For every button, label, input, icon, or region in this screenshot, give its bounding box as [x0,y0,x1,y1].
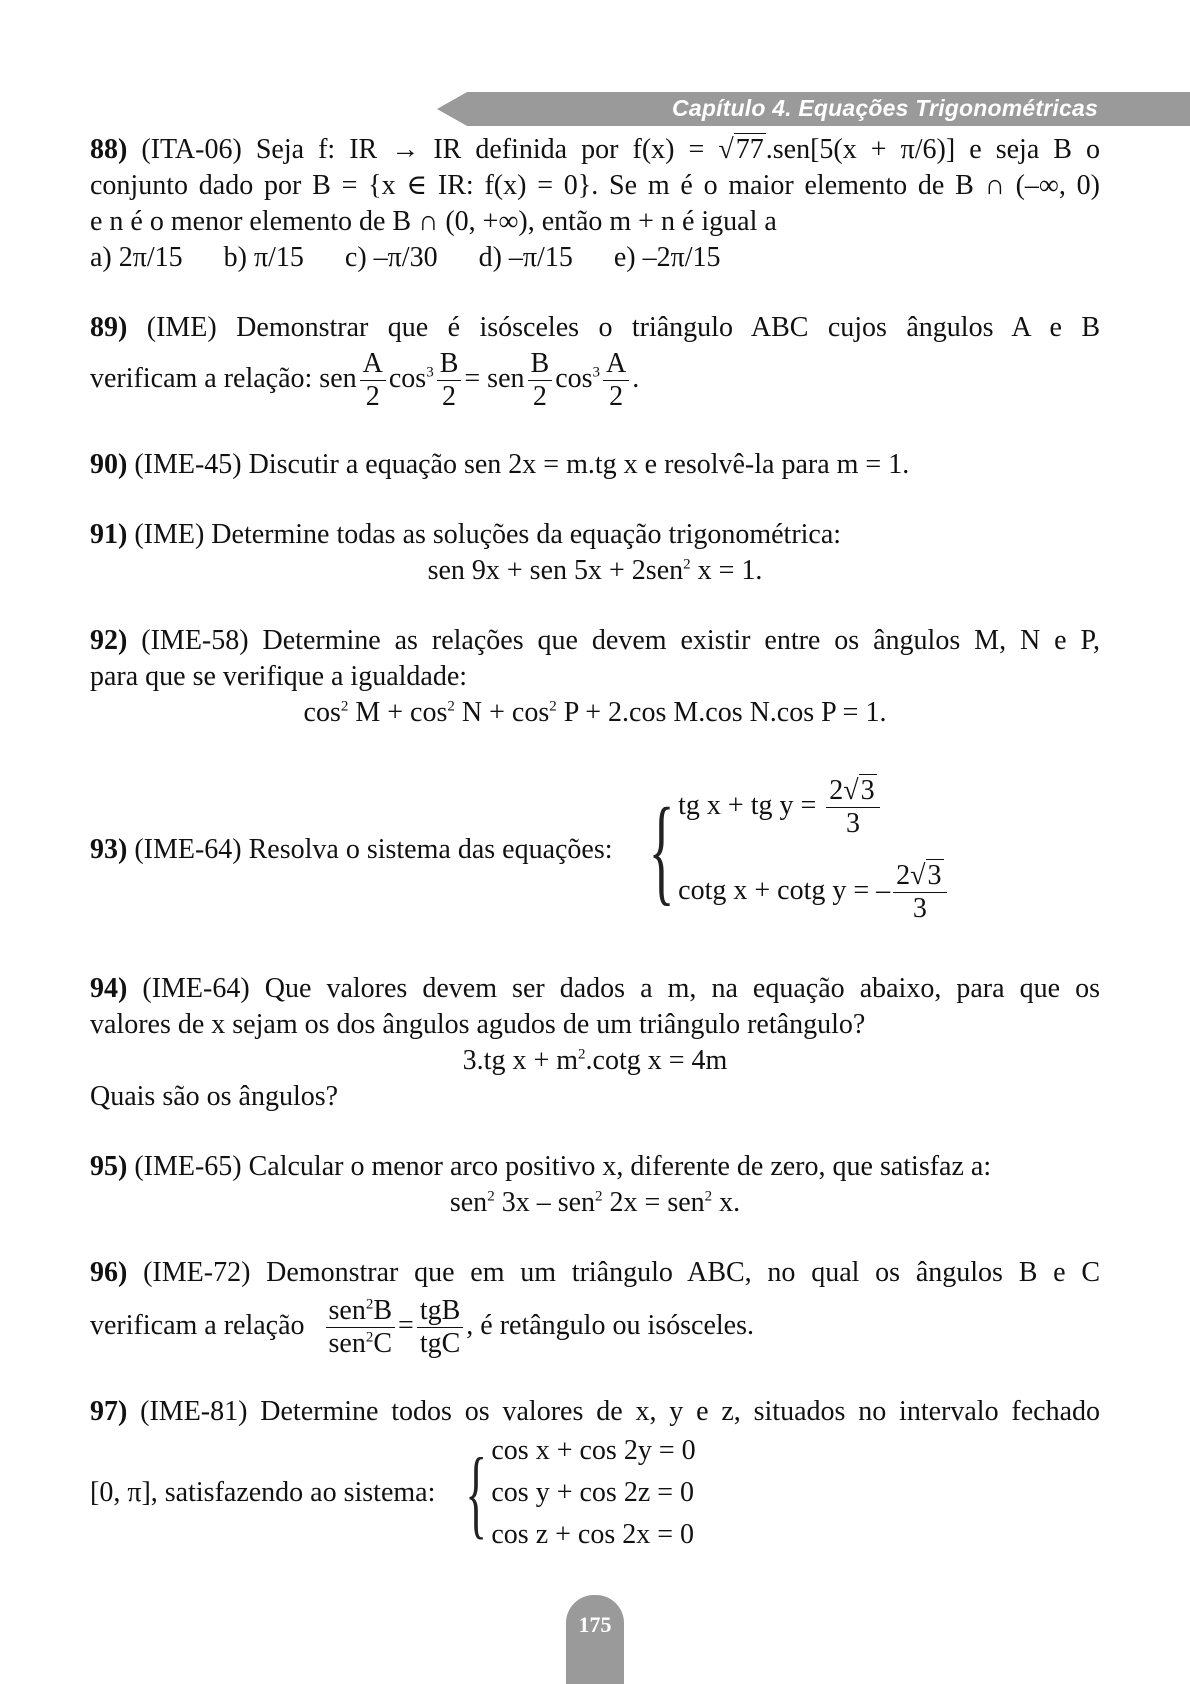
problem-90: 90) (IME-45) Discutir a equação sen 2x = m.tg x e resolvê-la para m = 1. [90,449,910,480]
option-e: e) –2π/15 [613,242,721,273]
equation-system-97: { cos x + cos 2y = 0 cos y + cos 2z = 0 cos z + cos 2x = 0 [439,1430,695,1556]
problem-number: 93) [90,834,128,865]
problem-96: 96) (IME-72) Demonstrar que em um triângulo ABC, no qual os ângulos B e C verificam a relação $\frac{sen^2B}{sen^2C}$ = $\frac{\text{tgB}}{\text{tgC}}$ , é retângulo ou isósceles. [90,1257,1100,1359]
left-brace: { [465,1437,488,1548]
problem-89: 89) (IME) Demonstrar que é isósceles o triângulo ABC cujos ângulos A e B verificam a relação: sen $\frac{A}{2}$ $\cos^3$ $\frac{B}{2}$ = sen $\frac{B}{2}$ $\cos^3$ $\frac{A}{2}$ . [90,312,1100,412]
equation-89: verificam a relação: sen $\frac{A}{2}$ $\cos^3$ $\frac{B}{2}$ = sen $\frac{B}{2}$ $\cos^3$ $\frac{A}{2}$ . [90,348,640,412]
page-number: 175 [578,1612,612,1637]
chapter-title: Capítulo 4. Equações Trigonométricas [672,95,1098,121]
problem-number: 90) [90,449,128,480]
problem-94: 94) (IME-64) Que valores devem ser dados a m, na equação abaixo, para que os valores de x sejam os dos ângulos agudos de um triângulo retângulo? 3.tg $x + m^2.\cot g$ x = 4m Quais são os ângulos? [90,973,1100,1112]
option-c: c) –π/30 [344,242,438,273]
option-b: b) π/15 [223,242,304,273]
equation-system-93: { tg x + tg y = $\frac{2√3}{3}$ cotg x + cotg y = – $\frac{2√3}{3}$ [617,765,950,935]
problem-91: 91) (IME) Determine todas as soluções da equação trigonométrica: sen 9x + sen 5x + 2sen$^2$ x = 1. [90,517,1100,589]
problem-95: 95) (IME-65) Calcular o menor arco positivo x, diferente de zero, que satisfaz a: sen$^2$ 3x – sen$^2$ 2x = sen$^2$ x. [90,1149,1100,1221]
problem-97: 97) (IME-81) Determine todos os valores de x, y e z, situados no intervalo fechado [0, π], satisfazendo ao sistema: { cos x + cos 2y = 0 cos y + cos 2z = 0 cos z + cos 2x = 0 [90,1394,1100,1556]
equation-91: sen 9x + sen 5x + 2sen$^2$ x = 1. [427,555,763,586]
answer-options [90,240,1100,276]
page-number-tab [566,1595,624,1684]
problem-list [90,132,1100,1590]
option-a: a) 2π/15 [90,242,183,273]
equation-95: sen$^2$ 3x – sen$^2$ 2x = sen$^2$ x. [449,1187,741,1218]
option-d: d) –π/15 [478,242,573,273]
problem-number: 88) [90,134,128,165]
problem-93: 93) (IME-64) Resolva o sistema das equações: { tg x + tg y = $\frac{2√3}{3}$ cotg x + cotg y = – $\frac{2√3}{3}$ [90,765,1100,935]
problem-number: 92) [90,625,128,656]
problem-number: 96) [90,1257,128,1288]
left-brace: { [648,783,675,916]
problem-number: 89) [90,312,128,343]
equation-92: $\cos^2 M + \cos^2 N + \cos^2 P + 2.\cos$ M.cos N.cos P = 1. [303,697,887,728]
problem-number: 95) [90,1151,128,1182]
equation-96: verificam a relação $\frac{sen^2B}{sen^2C}$ = $\frac{\text{tgB}}{\text{tgC}}$ , é retângulo ou isósceles. [90,1295,754,1359]
problem-number: 91) [90,519,128,550]
problem-88: 88) (ITA-06) Seja f: IR → IR definida por f(x) = √77.sen[5(x + π/6)] e seja B o conjunto dado por B = {x ∈ IR: f(x) = 0}. Se m é o maior elemento de B ∩ (–∞, 0) e n é o menor elemento de B ∩ (0, +∞), então m + n é igual a a) 2π/15 b) π/15 c) –π/30 d) –π/15 e) –2π/15 [90,132,1100,276]
sqrt-expression: √77 [718,134,764,165]
problem-92: 92) (IME-58) Determine as relações que devem existir entre os ângulos M, N e P, para que se verifique a igualdade: $\cos^2 M + \cos^2 N + \cos^2 P + 2.\cos$ M.cos N.cos P = 1. [90,623,1100,731]
problem-number: 94) [90,973,128,1004]
equation-94: 3.tg $x + m^2.\cot g$ x = 4m [462,1045,728,1076]
problem-number: 97) [90,1396,128,1427]
